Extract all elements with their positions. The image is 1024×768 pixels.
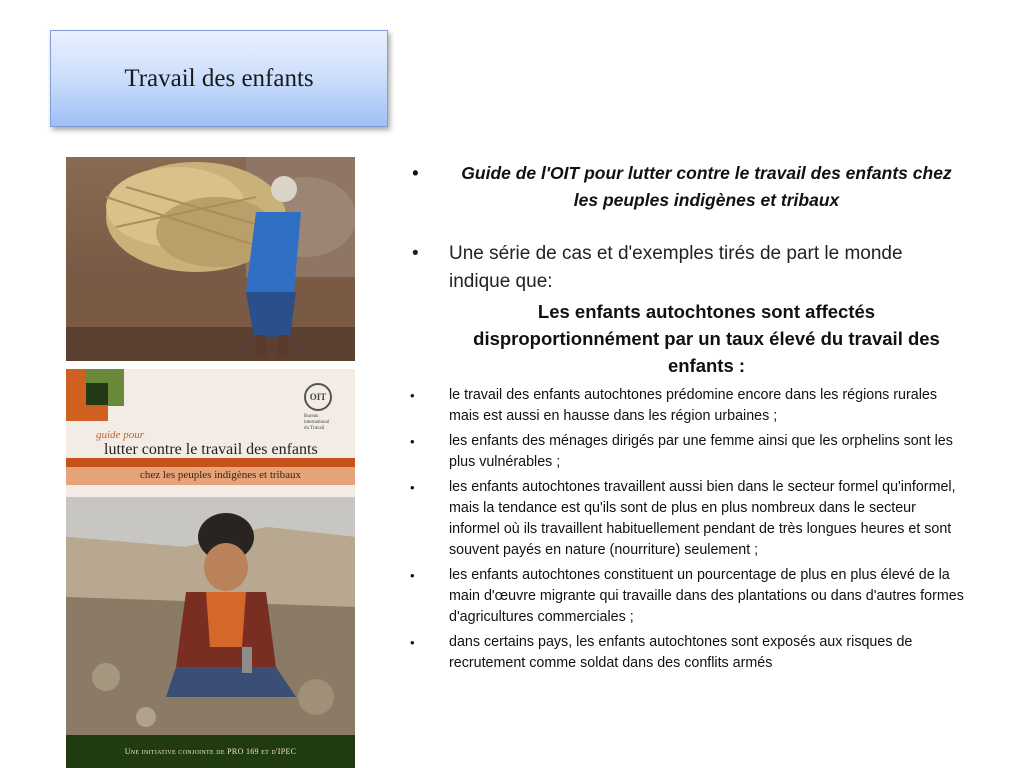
bullet-glyph: • [410,388,415,403]
bullet-glyph: • [410,480,415,495]
cover-orange-band [66,458,355,467]
sub-bullet-text: le travail des enfants autochtones prédomine encore dans les régions rurales mais est aussi en hausse dans les région urbaines ; [449,387,937,424]
sub-bullet-text: les enfants autochtones travaillent aussi bien dans le secteur formel qu'informel, mais la tendance est qu'ils sont de plus en plus nombreux dans le secteur informel où ils travaillent habituellement pendant de très longues heures et sont souvent payés en nature (nourriture) seulement ; [449,479,956,558]
ilo-logo [304,383,344,432]
sub-bullet-list [404,385,964,674]
cover-main-title: lutter contre le travail des enfants [104,441,318,458]
slide-title: Travail des enfants [124,64,314,92]
sub-bullet-item [404,565,964,628]
bullet-glyph: • [410,568,415,583]
sub-bullet-text: les enfants autochtones constituent un pourcentage de plus en plus élevé de la main d'œuvre migrante qui travaille dans des plantations ou dans d'autres formes d'agricultures commerciales ; [449,567,964,625]
bullet-glyph: • [412,243,419,264]
emphasis-statement: Les enfants autochtones sont affectés disproportionnément par un taux élevé du travail des enfants : [473,301,940,376]
ilo-logo-mark-icon: OIT [304,383,332,411]
bullet-series-intro-text: Une série de cas et d'exemples tirés de part le monde indique que: [449,243,903,292]
bullet-glyph: • [412,163,419,183]
bullet-series-intro [404,240,964,296]
sub-bullet-item [404,477,964,561]
sub-bullet-item [404,632,964,674]
cover-sub-title: chez les peuples indigènes et tribaux [140,469,301,481]
bullet-glyph: • [410,635,415,650]
cover-decorative-squares [66,369,136,429]
cover-photo-child-with-hammer [66,497,355,735]
bullet-guide-title [404,160,964,214]
sub-bullet-item [404,385,964,427]
ilo-logo-text-3: du Travail [304,426,325,431]
content-column [404,160,964,678]
sub-bullet-text: dans certains pays, les enfants autochtones sont exposés aux risques de recrutement comme soldat dans des conflits armés [449,634,913,671]
ilo-logo-text-2: international [304,420,330,425]
sub-bullet-text: les enfants des ménages dirigés par une femme ainsi que les orphelins sont les plus vulnérables ; [449,433,953,470]
photo-child-carrying-hay-image [66,157,355,361]
sub-bullet-item [404,431,964,473]
cover-footer-band [66,735,355,768]
bullet-guide-title-text: Guide de l'OIT pour lutter contre le travail des enfants chez les peuples indigènes et tribaux [461,163,952,210]
cover-footer-text: Une initiative conjointe de PRO 169 et d'IPEC [124,747,297,756]
photo-child-carrying-hay [66,157,355,361]
ilo-logo-text-1: Bureau [304,414,319,419]
cover-guide-pour: guide pour [96,429,144,441]
slide-title-box [50,30,388,127]
guide-book-cover [66,369,355,768]
bullet-glyph: • [410,434,415,449]
